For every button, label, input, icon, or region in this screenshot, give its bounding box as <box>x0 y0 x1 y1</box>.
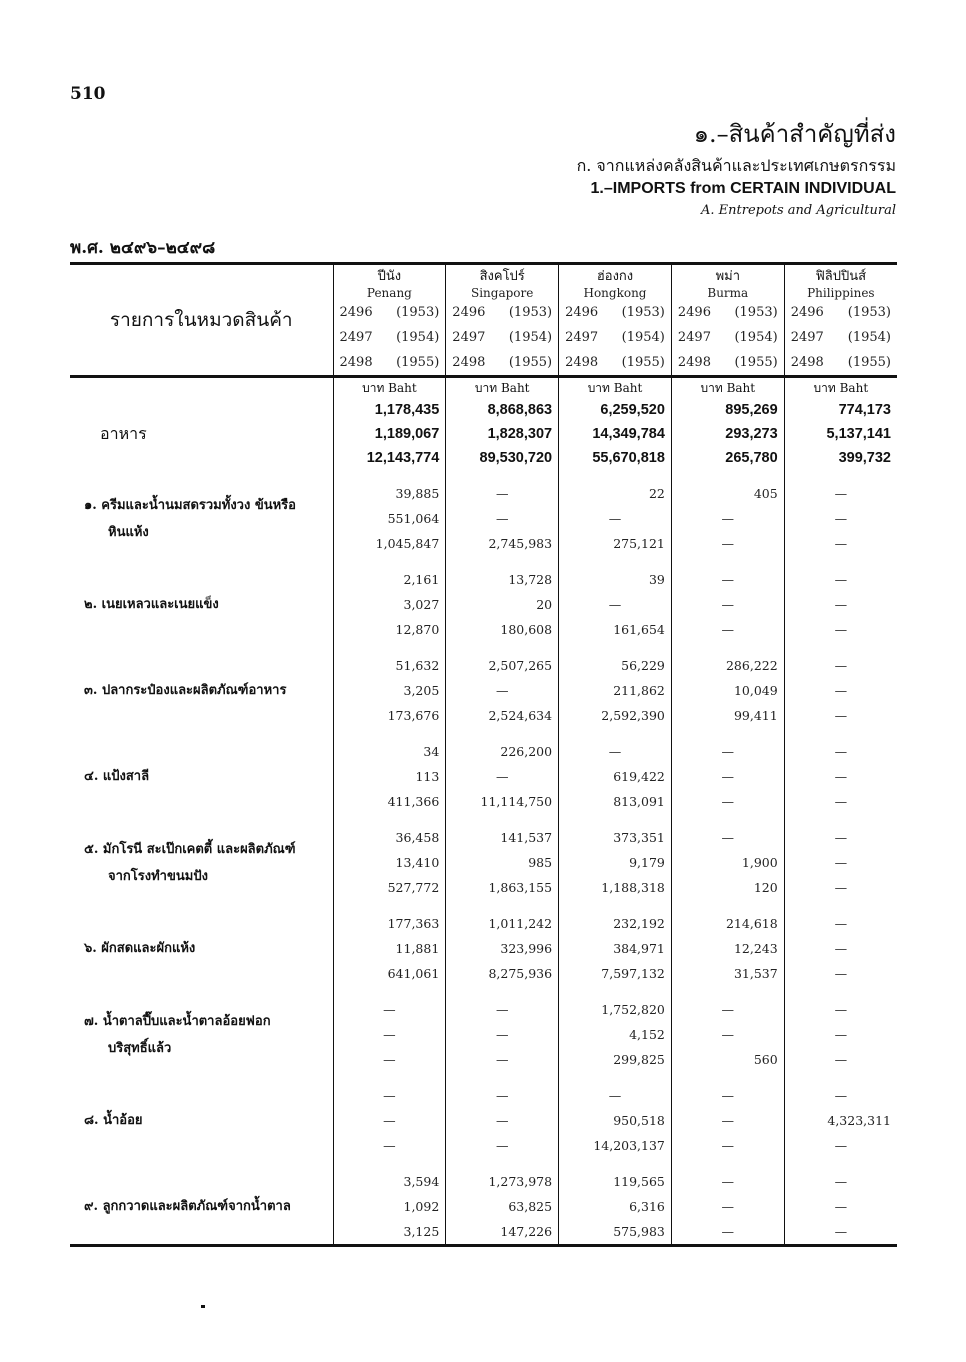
spacer-row <box>70 556 897 567</box>
spacer-row <box>70 1158 897 1169</box>
value-cell: — <box>671 1133 784 1158</box>
year-row <box>678 350 778 375</box>
column-english-name: Philippines <box>807 286 875 300</box>
value-cell: — <box>784 764 897 789</box>
value-cell: 265,780 <box>671 446 784 470</box>
value-cell: — <box>671 789 784 814</box>
value-cell: 226,200 <box>446 739 559 764</box>
value-cell: 1,188,318 <box>559 875 672 900</box>
value-cell: — <box>333 1022 446 1047</box>
buddhist-year: 2496 <box>339 305 373 320</box>
value-cell: — <box>671 739 784 764</box>
column-header <box>333 264 446 377</box>
value-cell: — <box>446 764 559 789</box>
food-category-label: อาหาร <box>100 423 147 443</box>
value-cell: 985 <box>446 850 559 875</box>
value-cell: — <box>559 592 672 617</box>
year-row <box>565 350 665 375</box>
buddhist-year: 2498 <box>565 355 599 370</box>
year-row <box>565 325 665 350</box>
stray-mark <box>201 1305 205 1308</box>
value-cell: — <box>671 506 784 531</box>
value-cell: — <box>784 678 897 703</box>
buddhist-year: 2496 <box>790 305 824 320</box>
value-cell: — <box>671 1083 784 1108</box>
value-cell: — <box>333 1108 446 1133</box>
value-cell: 323,996 <box>446 936 559 961</box>
value-cell: 3,125 <box>333 1219 446 1246</box>
spacer-row <box>70 1072 897 1083</box>
table-row <box>70 997 897 1022</box>
item-label <box>70 911 333 986</box>
table-header-row <box>70 264 897 377</box>
value-cell: 14,349,784 <box>559 422 672 446</box>
value-cell: — <box>784 653 897 678</box>
spacer-row <box>70 642 897 653</box>
column-thai-name: ฟิลิปปินส์ <box>815 269 867 284</box>
value-cell: — <box>446 997 559 1022</box>
value-cell: 10,049 <box>671 678 784 703</box>
unit-cell: บาท Baht <box>671 377 784 399</box>
value-cell: 12,143,774 <box>333 446 446 470</box>
value-cell: 12,243 <box>671 936 784 961</box>
value-cell: 9,179 <box>559 850 672 875</box>
value-cell: 1,189,067 <box>333 422 446 446</box>
years-label: พ.ศ. ๒๔๙๖–๒๔๙๘ <box>70 238 216 258</box>
value-cell: — <box>784 739 897 764</box>
value-cell: — <box>671 531 784 556</box>
value-cell: — <box>671 1219 784 1246</box>
value-cell: — <box>784 1219 897 1246</box>
value-cell: 13,728 <box>446 567 559 592</box>
value-cell: 4,152 <box>559 1022 672 1047</box>
item-label-line2: จากโรงทำขนมปัง <box>108 868 208 884</box>
buddhist-year: 2496 <box>565 305 599 320</box>
value-cell: 399,732 <box>784 446 897 470</box>
item-label-line1: ๘. น้ำอ้อย <box>84 1113 143 1128</box>
value-cell: 2,745,983 <box>446 531 559 556</box>
value-cell: 275,121 <box>559 531 672 556</box>
buddhist-year: 2497 <box>339 330 373 345</box>
table-row <box>70 825 897 850</box>
value-cell: — <box>671 825 784 850</box>
value-cell: 39 <box>559 567 672 592</box>
item-label <box>70 653 333 728</box>
value-cell: — <box>784 1169 897 1194</box>
value-cell: 161,654 <box>559 617 672 642</box>
gregorian-year: (1953) <box>734 305 778 320</box>
value-cell: 2,161 <box>333 567 446 592</box>
value-cell: — <box>784 531 897 556</box>
value-cell: 141,537 <box>446 825 559 850</box>
spacer-row <box>70 986 897 997</box>
category-column-header: รายการในหมวดสินค้า <box>70 264 333 377</box>
value-cell: 232,192 <box>559 911 672 936</box>
value-cell: 11,114,750 <box>446 789 559 814</box>
value-cell: 6,259,520 <box>559 398 672 422</box>
value-cell: — <box>671 1022 784 1047</box>
column-english-name: Singapore <box>471 286 534 300</box>
value-cell: 3,594 <box>333 1169 446 1194</box>
table-row <box>70 911 897 936</box>
value-cell: — <box>446 481 559 506</box>
value-cell: — <box>784 617 897 642</box>
item-label-line1: ๔. แป้งสาลี <box>84 769 150 784</box>
item-label-line1: ๒. เนยเหลวและเนยแข็ง <box>84 597 219 612</box>
column-header <box>784 264 897 377</box>
value-cell: — <box>784 1047 897 1072</box>
value-cell: 20 <box>446 592 559 617</box>
gregorian-year: (1955) <box>847 355 891 370</box>
value-cell: 813,091 <box>559 789 672 814</box>
item-label-line1: ๗. น้ำตาลปี๊บและน้ำตาลอ้อยฟอก <box>84 1013 271 1029</box>
column-header <box>671 264 784 377</box>
column-thai-name: พม่า <box>715 269 741 284</box>
value-cell: 119,565 <box>559 1169 672 1194</box>
value-cell: 39,885 <box>333 481 446 506</box>
buddhist-year: 2498 <box>452 355 486 370</box>
value-cell: 1,752,820 <box>559 997 672 1022</box>
value-cell: 113 <box>333 764 446 789</box>
value-cell: — <box>784 875 897 900</box>
buddhist-year: 2498 <box>339 355 373 370</box>
buddhist-year: 2498 <box>677 355 711 370</box>
value-cell: 411,366 <box>333 789 446 814</box>
gregorian-year: (1953) <box>621 305 665 320</box>
value-cell: — <box>446 506 559 531</box>
value-cell: 8,868,863 <box>446 398 559 422</box>
table-row <box>70 481 897 506</box>
value-cell: — <box>784 481 897 506</box>
value-cell: 527,772 <box>333 875 446 900</box>
value-cell: 11,881 <box>333 936 446 961</box>
gregorian-year: (1954) <box>847 330 891 345</box>
year-row <box>340 350 440 375</box>
gregorian-year: (1953) <box>508 305 553 320</box>
value-cell: — <box>333 997 446 1022</box>
spacer-row <box>70 470 897 481</box>
value-cell: — <box>784 592 897 617</box>
item-label-line2: หินแห้ง <box>108 524 149 540</box>
value-cell: — <box>446 1083 559 1108</box>
value-cell: — <box>559 506 672 531</box>
value-cell: 89,530,720 <box>446 446 559 470</box>
unit-cell: บาท Baht <box>559 377 672 399</box>
value-cell: 1,178,435 <box>333 398 446 422</box>
value-cell: — <box>784 1194 897 1219</box>
item-label-line1: ๓. ปลากระป๋องและผลิตภัณฑ์อาหาร <box>84 683 287 698</box>
value-cell: — <box>784 911 897 936</box>
value-cell: — <box>784 567 897 592</box>
value-cell: 31,537 <box>671 961 784 986</box>
column-english-name: Hongkong <box>583 286 647 300</box>
value-cell: 177,363 <box>333 911 446 936</box>
column-thai-name: ปีนัง <box>377 269 402 284</box>
value-cell: 895,269 <box>671 398 784 422</box>
table-row <box>70 653 897 678</box>
value-cell: 6,316 <box>559 1194 672 1219</box>
value-cell: — <box>784 825 897 850</box>
unit-row <box>70 377 897 399</box>
gregorian-year: (1954) <box>396 330 440 345</box>
value-cell: — <box>671 617 784 642</box>
value-cell: — <box>446 1022 559 1047</box>
gregorian-year: (1955) <box>621 355 665 370</box>
year-row <box>678 325 778 350</box>
table-row <box>70 1083 897 1108</box>
year-row <box>452 325 552 350</box>
value-cell: 173,676 <box>333 703 446 728</box>
value-cell: — <box>671 1108 784 1133</box>
value-cell: — <box>784 997 897 1022</box>
gregorian-year: (1955) <box>508 355 553 370</box>
table-row <box>70 1169 897 1194</box>
value-cell: 2,507,265 <box>446 653 559 678</box>
gregorian-year: (1954) <box>734 330 778 345</box>
value-cell: 405 <box>671 481 784 506</box>
item-label-line1: ๙. ลูกกวาดและผลิตภัณฑ์จากน้ำตาล <box>84 1199 291 1214</box>
value-cell: — <box>671 1169 784 1194</box>
value-cell: 99,411 <box>671 703 784 728</box>
value-cell: 1,828,307 <box>446 422 559 446</box>
item-label-line2: บริสุทธิ์แล้ว <box>108 1040 172 1056</box>
year-row <box>452 350 552 375</box>
thai-subtitle: ก. จากแหล่งคลังสินค้าและประเทศเกษตรกรรม <box>576 156 896 175</box>
value-cell: — <box>784 789 897 814</box>
value-cell: 63,825 <box>446 1194 559 1219</box>
column-thai-name: สิงคโปร์ <box>479 269 525 284</box>
unit-cell: บาท Baht <box>446 377 559 399</box>
buddhist-year: 2497 <box>565 330 599 345</box>
value-cell: 619,422 <box>559 764 672 789</box>
buddhist-year: 2496 <box>677 305 711 320</box>
item-label <box>70 1083 333 1158</box>
value-cell: 56,229 <box>559 653 672 678</box>
item-label <box>70 481 333 556</box>
value-cell: — <box>784 1083 897 1108</box>
value-cell: 1,092 <box>333 1194 446 1219</box>
value-cell: 120 <box>671 875 784 900</box>
value-cell: 14,203,137 <box>559 1133 672 1158</box>
value-cell: 13,410 <box>333 850 446 875</box>
value-cell: 1,011,242 <box>446 911 559 936</box>
gregorian-year: (1955) <box>396 355 440 370</box>
value-cell: — <box>446 1133 559 1158</box>
spacer-row <box>70 900 897 911</box>
item-label <box>70 825 333 900</box>
year-row <box>452 300 552 325</box>
value-cell: 22 <box>559 481 672 506</box>
value-cell: 774,173 <box>784 398 897 422</box>
value-cell: — <box>784 506 897 531</box>
value-cell: — <box>784 936 897 961</box>
value-cell: — <box>446 678 559 703</box>
value-cell: 7,597,132 <box>559 961 672 986</box>
value-cell: 2,524,634 <box>446 703 559 728</box>
table-row <box>70 739 897 764</box>
column-english-name: Burma <box>707 286 749 300</box>
value-cell: 1,273,978 <box>446 1169 559 1194</box>
value-cell: 147,226 <box>446 1219 559 1246</box>
buddhist-year: 2497 <box>677 330 711 345</box>
value-cell: 373,351 <box>559 825 672 850</box>
gregorian-year: (1953) <box>847 305 891 320</box>
item-label-line1: ๖. ผักสดและผักแห้ง <box>84 941 196 956</box>
buddhist-year: 2498 <box>790 355 824 370</box>
year-row <box>340 300 440 325</box>
value-cell: 1,863,155 <box>446 875 559 900</box>
column-header <box>559 264 672 377</box>
value-cell: — <box>559 739 672 764</box>
year-row <box>791 325 891 350</box>
english-title: 1.–IMPORTS from CERTAIN INDIVIDUAL <box>590 180 896 197</box>
thai-title: ๑.–สินค้าสำคัญที่ส่ง <box>693 120 896 148</box>
value-cell: — <box>559 1083 672 1108</box>
value-cell: 1,045,847 <box>333 531 446 556</box>
value-cell: 299,825 <box>559 1047 672 1072</box>
imports-table <box>70 262 897 1247</box>
value-cell: — <box>671 1194 784 1219</box>
value-cell: — <box>333 1083 446 1108</box>
value-cell: — <box>671 764 784 789</box>
value-cell: — <box>671 567 784 592</box>
value-cell: — <box>784 1022 897 1047</box>
value-cell: — <box>333 1133 446 1158</box>
item-label-line1: ๑. ครีมและน้ำนมสดรวมทั้งวง ข้นหรือ <box>84 497 296 513</box>
item-label-line1: ๕. มักโรนี สะเป๊กเคตตี้ และผลิตภัณฑ์ <box>84 841 296 857</box>
table-body <box>70 377 897 1246</box>
value-cell: — <box>446 1108 559 1133</box>
value-cell: 51,632 <box>333 653 446 678</box>
value-cell: 293,273 <box>671 422 784 446</box>
value-cell: 286,222 <box>671 653 784 678</box>
value-cell: — <box>446 1047 559 1072</box>
value-cell: 55,670,818 <box>559 446 672 470</box>
value-cell: 211,862 <box>559 678 672 703</box>
english-subtitle: A. Entrepots and Agricultural <box>700 203 896 218</box>
item-label <box>70 567 333 642</box>
value-cell: 3,027 <box>333 592 446 617</box>
column-english-name: Penang <box>366 286 412 300</box>
gregorian-year: (1954) <box>508 330 553 345</box>
unit-cell: บาท Baht <box>333 377 446 399</box>
value-cell: 950,518 <box>559 1108 672 1133</box>
food-total-row <box>70 398 897 422</box>
value-cell: 214,618 <box>671 911 784 936</box>
buddhist-year: 2497 <box>790 330 824 345</box>
buddhist-year: 2497 <box>452 330 486 345</box>
value-cell: 641,061 <box>333 961 446 986</box>
year-row <box>678 300 778 325</box>
year-row <box>791 350 891 375</box>
value-cell: 5,137,141 <box>784 422 897 446</box>
value-cell: 8,275,936 <box>446 961 559 986</box>
year-row <box>791 300 891 325</box>
value-cell: 560 <box>671 1047 784 1072</box>
year-row <box>565 300 665 325</box>
value-cell: 34 <box>333 739 446 764</box>
value-cell: 575,983 <box>559 1219 672 1246</box>
year-row <box>340 325 440 350</box>
gregorian-year: (1954) <box>621 330 665 345</box>
gregorian-year: (1953) <box>396 305 440 320</box>
unit-cell: บาท Baht <box>784 377 897 399</box>
value-cell: 2,592,390 <box>559 703 672 728</box>
value-cell: — <box>784 703 897 728</box>
value-cell: 3,205 <box>333 678 446 703</box>
spacer-row <box>70 814 897 825</box>
value-cell: 1,900 <box>671 850 784 875</box>
value-cell: 384,971 <box>559 936 672 961</box>
value-cell: — <box>784 961 897 986</box>
value-cell: 180,608 <box>446 617 559 642</box>
value-cell: 551,064 <box>333 506 446 531</box>
value-cell: 4,323,311 <box>784 1108 897 1133</box>
column-thai-name: ฮ่องกง <box>596 269 634 284</box>
value-cell: 36,458 <box>333 825 446 850</box>
table-row <box>70 567 897 592</box>
value-cell: — <box>784 1133 897 1158</box>
page-number: 510 <box>70 84 106 104</box>
buddhist-year: 2496 <box>452 305 486 320</box>
item-label <box>70 997 333 1072</box>
value-cell: 12,870 <box>333 617 446 642</box>
value-cell: — <box>333 1047 446 1072</box>
item-label <box>70 1169 333 1246</box>
value-cell: — <box>671 592 784 617</box>
value-cell: — <box>784 850 897 875</box>
column-header <box>446 264 559 377</box>
value-cell: — <box>671 997 784 1022</box>
spacer-row <box>70 728 897 739</box>
gregorian-year: (1955) <box>734 355 778 370</box>
item-label <box>70 739 333 814</box>
